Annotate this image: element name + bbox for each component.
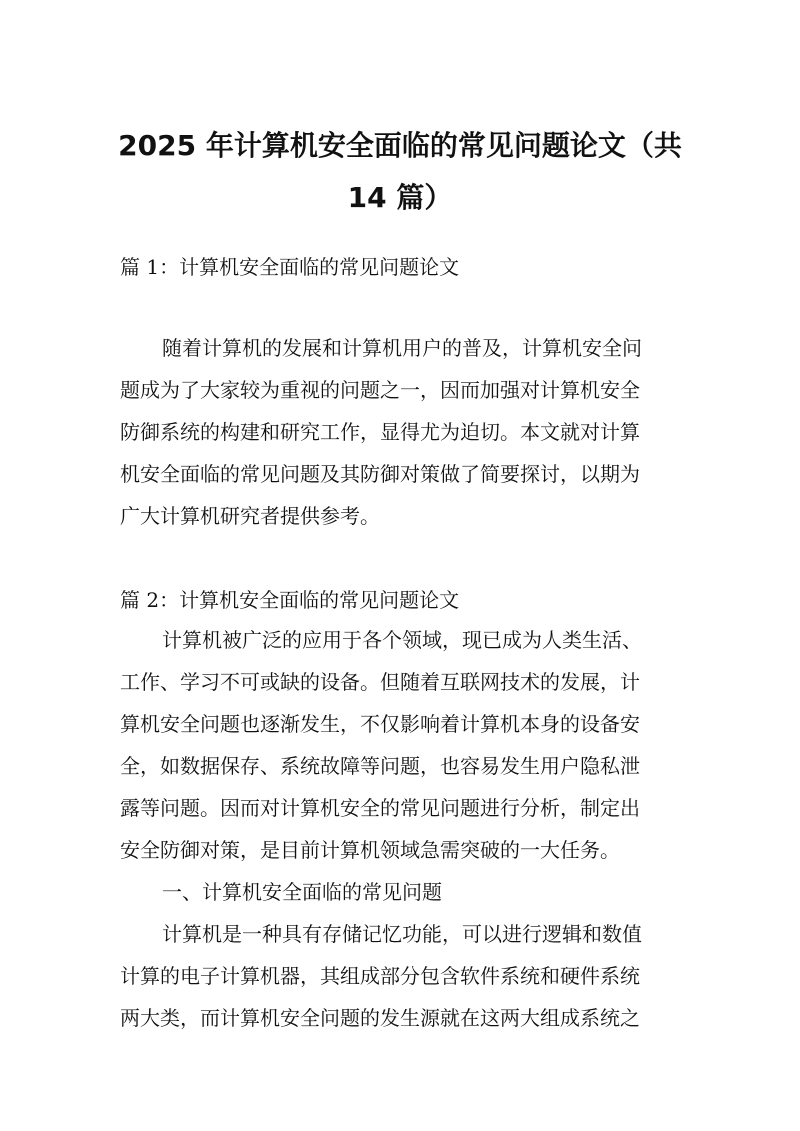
document-title (100, 120, 700, 224)
paragraph-line: 安全防御对策，是目前计算机领域急需突破的一大任务。 (120, 838, 620, 862)
paragraph-line: 随着计算机的发展和计算机用户的普及，计算机安全问 (162, 336, 642, 360)
section-2-heading: 篇 2：计算机安全面临的常见问题论文 (120, 588, 460, 612)
paragraph-line: 两大类，而计算机安全问题的发生源就在这两大组成系统之 (120, 1006, 640, 1030)
paragraph-line: 广大计算机研究者提供参考。 (120, 504, 380, 528)
subheading: 一、计算机安全面临的常见问题 (162, 880, 442, 904)
paragraph-line: 机安全面临的常见问题及其防御对策做了简要探讨，以期为 (120, 462, 640, 486)
title-line: 14 篇） (347, 181, 453, 214)
paragraph-line: 防御系统的构建和研究工作，显得尤为迫切。本文就对计算 (120, 420, 640, 444)
section-1-heading: 篇 1：计算机安全面临的常见问题论文 (120, 255, 460, 279)
paragraph-line: 算机安全问题也逐渐发生，不仅影响着计算机本身的设备安 (120, 712, 640, 736)
section-3-paragraph (120, 913, 700, 1039)
paragraph-line: 计算机是一种具有存储记忆功能，可以进行逻辑和数值 (162, 922, 642, 946)
section-2-paragraph (120, 619, 700, 871)
paragraph-line: 工作、学习不可或缺的设备。但随着互联网技术的发展，计 (120, 670, 640, 694)
section-1-paragraph (120, 327, 700, 537)
paragraph-line: 露等问题。因而对计算机安全的常见问题进行分析，制定出 (120, 796, 640, 820)
paragraph-line: 题成为了大家较为重视的问题之一，因而加强对计算机安全 (120, 378, 640, 402)
subheading-block (120, 871, 700, 913)
paragraph-line: 全，如数据保存、系统故障等问题，也容易发生用户隐私泄 (120, 754, 640, 778)
paragraph-line: 计算的电子计算机器，其组成部分包含软件系统和硬件系统 (120, 964, 640, 988)
paragraph-line: 计算机被广泛的应用于各个领域，现已成为人类生活、 (162, 628, 642, 652)
title-line: 2025 年计算机安全面临的常见问题论文（共 (118, 129, 682, 162)
